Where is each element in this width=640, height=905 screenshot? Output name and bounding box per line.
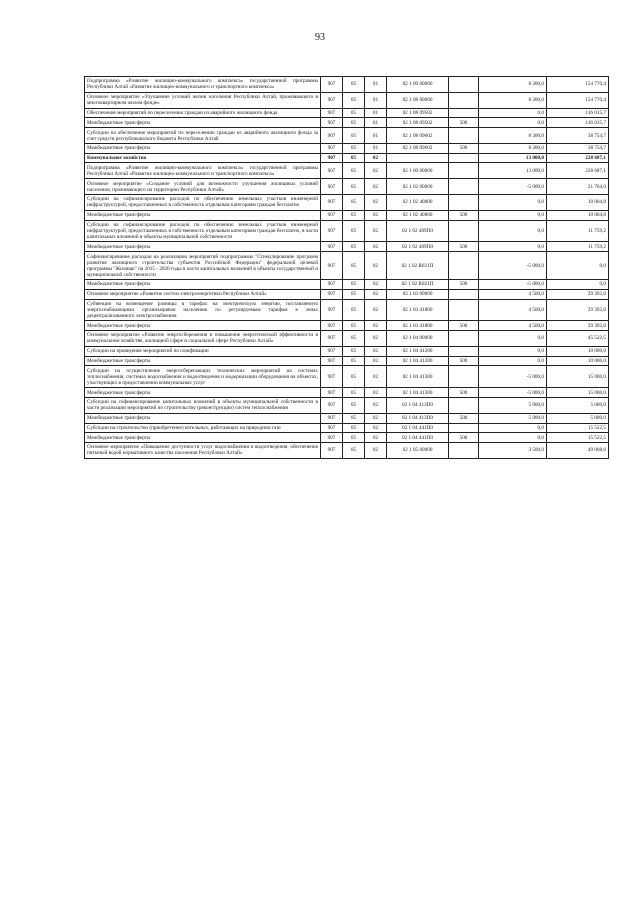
target-article-code: 02 1 04 41200 bbox=[387, 356, 449, 366]
section-code: 05 bbox=[343, 77, 365, 93]
change-amount: 13 000,0 bbox=[479, 163, 547, 179]
budget-table bbox=[84, 76, 609, 459]
target-article-code: 02 1 00 00000 bbox=[387, 77, 449, 93]
subsection-code: 02 bbox=[365, 321, 387, 331]
table-row bbox=[85, 289, 609, 299]
total-amount: 10 004,8 bbox=[547, 210, 609, 220]
row-name: Субвенция на возмещение разницы в тарифах на электрическую энергию, поставляемую энергоснабжающими организациями населению по регулируемым тарифам в зонах децентрализованного электроснабжения bbox=[85, 299, 321, 321]
total-amount: 10 000,0 bbox=[547, 346, 609, 356]
subsection-code: 02 bbox=[365, 346, 387, 356]
target-article-code: 02 1 02 40800 bbox=[387, 195, 449, 211]
expense-type-code: 500 bbox=[449, 388, 479, 398]
expense-type-code bbox=[449, 252, 479, 280]
section-code: 05 bbox=[343, 397, 365, 413]
expense-type-code bbox=[449, 163, 479, 179]
table-row bbox=[85, 92, 609, 108]
expense-type-code bbox=[449, 331, 479, 347]
table-row bbox=[85, 356, 609, 366]
section-code: 05 bbox=[343, 388, 365, 398]
admin-code: 907 bbox=[321, 366, 343, 388]
section-code: 05 bbox=[343, 195, 365, 211]
admin-code: 907 bbox=[321, 356, 343, 366]
change-amount: 4 500,0 bbox=[479, 289, 547, 299]
subsection-code: 02 bbox=[365, 210, 387, 220]
expense-type-code bbox=[449, 108, 479, 118]
subsection-code: 02 bbox=[365, 413, 387, 423]
total-amount: 10 000,0 bbox=[547, 356, 609, 366]
total-amount: 5 000,0 bbox=[547, 397, 609, 413]
admin-code: 907 bbox=[321, 279, 343, 289]
expense-type-code: 500 bbox=[449, 242, 479, 252]
change-amount: -5 000,0 bbox=[479, 179, 547, 195]
section-code: 05 bbox=[343, 163, 365, 179]
subsection-code: 02 bbox=[365, 252, 387, 280]
expense-type-code bbox=[449, 77, 479, 93]
section-code: 05 bbox=[343, 366, 365, 388]
total-amount: 154 770,4 bbox=[547, 77, 609, 93]
target-article-code: 02 1 00 00000 bbox=[387, 163, 449, 179]
row-name: Софинансирование расходов на реализацию мероприятий подпрограммы "Стимулирование программ развития жилищного строительства субъектов Российской Федерации" федеральной целевой программы "Жилище" на 2015 - 2020 годы в части капитальных вложений в объекты государственной и муниципальной собственности bbox=[85, 252, 321, 280]
change-amount: 5 000,0 bbox=[479, 413, 547, 423]
admin-code: 907 bbox=[321, 179, 343, 195]
table-row bbox=[85, 443, 609, 459]
total-amount: 29 392,0 bbox=[547, 321, 609, 331]
section-code: 05 bbox=[343, 210, 365, 220]
target-article-code: 02 1 02 409П0 bbox=[387, 220, 449, 242]
target-article-code: 02 1 04 413П0 bbox=[387, 413, 449, 423]
admin-code: 907 bbox=[321, 143, 343, 153]
table-row bbox=[85, 77, 609, 93]
row-name: Основное мероприятие «Повышение доступности услуг водоснабжения и водоотведения, обеспечение питьевой водой нормативного качества населения Республики Алтай» bbox=[85, 443, 321, 459]
row-name: Основное мероприятие «Развитие энергосбережения и повышение энергетической эффективности в коммунальном хозяйстве, жилищной сфере и социальной сфере Республики Алтай» bbox=[85, 331, 321, 347]
expense-type-code bbox=[449, 299, 479, 321]
subsection-code: 02 bbox=[365, 397, 387, 413]
table-row bbox=[85, 397, 609, 413]
total-amount: 11 759,2 bbox=[547, 242, 609, 252]
admin-code: 907 bbox=[321, 299, 343, 321]
admin-code: 907 bbox=[321, 220, 343, 242]
section-code: 05 bbox=[343, 413, 365, 423]
section-code: 05 bbox=[343, 92, 365, 108]
expense-type-code bbox=[449, 153, 479, 163]
row-name: Субсидии на софинансирование расходов по обеспечению земельных участков инженерной инфраструктурой, предоставленных в собственность отдельным категориям граждан бесплатно bbox=[85, 195, 321, 211]
change-amount: 0,0 bbox=[479, 210, 547, 220]
total-amount: 5 000,0 bbox=[547, 413, 609, 423]
row-name: Межбюджетные трансферты bbox=[85, 210, 321, 220]
admin-code: 907 bbox=[321, 108, 343, 118]
total-amount: 29 392,0 bbox=[547, 289, 609, 299]
change-amount: 0,0 bbox=[479, 108, 547, 118]
target-article-code: 02 1 02 R021П bbox=[387, 279, 449, 289]
table-row bbox=[85, 242, 609, 252]
target-article-code: 02 1 02 409П0 bbox=[387, 242, 449, 252]
change-amount: 4 500,0 bbox=[479, 299, 547, 321]
table-row bbox=[85, 366, 609, 388]
table-row bbox=[85, 299, 609, 321]
target-article-code: 02 1 04 41200 bbox=[387, 346, 449, 356]
target-article-code: 02 1 08 09502 bbox=[387, 108, 449, 118]
total-amount: 0,0 bbox=[547, 279, 609, 289]
expense-type-code: 500 bbox=[449, 433, 479, 443]
expense-type-code bbox=[449, 366, 479, 388]
table-row bbox=[85, 413, 609, 423]
section-code: 05 bbox=[343, 118, 365, 128]
table-row bbox=[85, 252, 609, 280]
table-row bbox=[85, 108, 609, 118]
target-article-code bbox=[387, 153, 449, 163]
admin-code: 907 bbox=[321, 289, 343, 299]
subsection-code: 02 bbox=[365, 153, 387, 163]
expense-type-code: 500 bbox=[449, 321, 479, 331]
row-name: Межбюджетные трансферты bbox=[85, 413, 321, 423]
target-article-code: 02 1 04 41300 bbox=[387, 366, 449, 388]
target-article-code: 02 1 02 00000 bbox=[387, 179, 449, 195]
change-amount: 0,0 bbox=[479, 195, 547, 211]
change-amount: 13 000,0 bbox=[479, 153, 547, 163]
expense-type-code bbox=[449, 289, 479, 299]
expense-type-code bbox=[449, 92, 479, 108]
table-row bbox=[85, 331, 609, 347]
change-amount: 5 000,0 bbox=[479, 397, 547, 413]
total-amount: 38 754,7 bbox=[547, 143, 609, 153]
admin-code: 907 bbox=[321, 433, 343, 443]
total-amount: 15 522,5 bbox=[547, 433, 609, 443]
row-name: Межбюджетные трансферты bbox=[85, 279, 321, 289]
target-article-code: 02 1 04 00000 bbox=[387, 331, 449, 347]
subsection-code: 02 bbox=[365, 366, 387, 388]
subsection-code: 02 bbox=[365, 179, 387, 195]
row-name: Субсидии на осуществление энергосберегающих технических мероприятий на системах теплоснабжения, системах водоснабжения и водоотведения и модернизации оборудования на объектах, участвующих в предоставлении коммунальных услуг bbox=[85, 366, 321, 388]
expense-type-code: 500 bbox=[449, 118, 479, 128]
admin-code: 907 bbox=[321, 242, 343, 252]
subsection-code: 01 bbox=[365, 118, 387, 128]
row-name: Основное мероприятие «Улучшение условий жизни населения Республики Алтай, проживающего в многоквартирном жилом фонде» bbox=[85, 92, 321, 108]
admin-code: 907 bbox=[321, 321, 343, 331]
row-name: Основное мероприятие «Создание условий для возможности улучшения жилищных условий населения, проживающего на территории Республики Алтай» bbox=[85, 179, 321, 195]
subsection-code: 02 bbox=[365, 163, 387, 179]
total-amount: 15 522,5 bbox=[547, 423, 609, 433]
admin-code: 907 bbox=[321, 443, 343, 459]
subsection-code: 01 bbox=[365, 108, 387, 118]
expense-type-code bbox=[449, 346, 479, 356]
section-code: 05 bbox=[343, 108, 365, 118]
change-amount: 8 300,0 bbox=[479, 143, 547, 153]
admin-code: 907 bbox=[321, 331, 343, 347]
admin-code: 907 bbox=[321, 128, 343, 144]
row-name: Межбюджетные трансферты bbox=[85, 388, 321, 398]
total-amount: 38 754,7 bbox=[547, 128, 609, 144]
target-article-code: 02 1 04 441П0 bbox=[387, 433, 449, 443]
total-amount: 29 392,0 bbox=[547, 299, 609, 321]
change-amount: 0,0 bbox=[479, 118, 547, 128]
page-number: 93 bbox=[315, 32, 325, 43]
change-amount: -5 000,0 bbox=[479, 252, 547, 280]
expense-type-code: 500 bbox=[449, 279, 479, 289]
admin-code: 907 bbox=[321, 163, 343, 179]
target-article-code: 02 1 04 413П0 bbox=[387, 397, 449, 413]
target-article-code: 02 1 03 41800 bbox=[387, 299, 449, 321]
section-code: 05 bbox=[343, 331, 365, 347]
table-row bbox=[85, 163, 609, 179]
total-amount: 10 004,8 bbox=[547, 195, 609, 211]
row-name: Субсидии на строительство (приобретение) котельных, работающих на природном газе bbox=[85, 423, 321, 433]
expense-type-code bbox=[449, 195, 479, 211]
section-code: 05 bbox=[343, 346, 365, 356]
table-row bbox=[85, 279, 609, 289]
section-code: 05 bbox=[343, 356, 365, 366]
section-code: 05 bbox=[343, 299, 365, 321]
admin-code: 907 bbox=[321, 195, 343, 211]
target-article-code: 02 1 08 09502 bbox=[387, 118, 449, 128]
total-amount: 21 764,0 bbox=[547, 179, 609, 195]
subsection-code: 01 bbox=[365, 77, 387, 93]
subsection-code: 02 bbox=[365, 443, 387, 459]
admin-code: 907 bbox=[321, 77, 343, 93]
row-name: Межбюджетные трансферты bbox=[85, 242, 321, 252]
admin-code: 907 bbox=[321, 397, 343, 413]
subsection-code: 02 bbox=[365, 279, 387, 289]
section-code: 05 bbox=[343, 289, 365, 299]
target-article-code: 02 1 08 00000 bbox=[387, 92, 449, 108]
table-row bbox=[85, 195, 609, 211]
target-article-code: 02 1 08 09602 bbox=[387, 143, 449, 153]
change-amount: -5 000,0 bbox=[479, 279, 547, 289]
expense-type-code bbox=[449, 443, 479, 459]
subsection-code: 02 bbox=[365, 433, 387, 443]
total-amount: 11 759,2 bbox=[547, 220, 609, 242]
expense-type-code bbox=[449, 179, 479, 195]
row-name: Межбюджетные трансферты bbox=[85, 143, 321, 153]
row-name: Межбюджетные трансферты bbox=[85, 433, 321, 443]
total-amount: 228 687,1 bbox=[547, 153, 609, 163]
section-code: 05 bbox=[343, 242, 365, 252]
total-amount: 45 522,5 bbox=[547, 331, 609, 347]
total-amount: 116 015,7 bbox=[547, 118, 609, 128]
row-name: Субсидии на обеспечение мероприятий по переселению граждан из аварийного жилищного фонда за счет средств республиканского бюджета Республики Алтай bbox=[85, 128, 321, 144]
table-row bbox=[85, 179, 609, 195]
change-amount: -5 000,0 bbox=[479, 366, 547, 388]
subsection-code: 02 bbox=[365, 423, 387, 433]
admin-code: 907 bbox=[321, 252, 343, 280]
table-row bbox=[85, 433, 609, 443]
table-row bbox=[85, 388, 609, 398]
total-amount: 154 770,4 bbox=[547, 92, 609, 108]
table-row bbox=[85, 128, 609, 144]
target-article-code: 02 1 04 41300 bbox=[387, 388, 449, 398]
admin-code: 907 bbox=[321, 118, 343, 128]
row-name: Субсидии на софинансирование капитальных вложений в объекты муниципальной собственности в части реализации мероприятий по строительству (реконструкции) систем теплоснабжения bbox=[85, 397, 321, 413]
target-article-code: 02 1 02 40800 bbox=[387, 210, 449, 220]
total-amount: 0,0 bbox=[547, 252, 609, 280]
expense-type-code: 500 bbox=[449, 356, 479, 366]
change-amount: 0,0 bbox=[479, 346, 547, 356]
row-name: Подпрограмма «Развитие жилищно-коммунального комплекса» государственной программы Республики Алтай «Развитие жилищно-коммунального и транспортного комплекса» bbox=[85, 163, 321, 179]
change-amount: 3 500,0 bbox=[479, 443, 547, 459]
expense-type-code: 500 bbox=[449, 413, 479, 423]
admin-code: 907 bbox=[321, 210, 343, 220]
admin-code: 907 bbox=[321, 413, 343, 423]
target-article-code: 02 1 03 00000 bbox=[387, 289, 449, 299]
total-amount: 49 008,6 bbox=[547, 443, 609, 459]
section-code: 05 bbox=[343, 321, 365, 331]
section-code: 05 bbox=[343, 423, 365, 433]
change-amount: 0,0 bbox=[479, 423, 547, 433]
admin-code: 907 bbox=[321, 423, 343, 433]
expense-type-code: 500 bbox=[449, 210, 479, 220]
total-amount: 228 687,1 bbox=[547, 163, 609, 179]
change-amount: 0,0 bbox=[479, 220, 547, 242]
table-row bbox=[85, 321, 609, 331]
table-row bbox=[85, 220, 609, 242]
row-name: Межбюджетные трансферты bbox=[85, 321, 321, 331]
expense-type-code bbox=[449, 397, 479, 413]
table-row bbox=[85, 346, 609, 356]
expense-type-code bbox=[449, 128, 479, 144]
section-code: 05 bbox=[343, 179, 365, 195]
subsection-code: 01 bbox=[365, 92, 387, 108]
admin-code: 907 bbox=[321, 92, 343, 108]
section-code: 05 bbox=[343, 443, 365, 459]
subsection-code: 02 bbox=[365, 242, 387, 252]
section-code: 05 bbox=[343, 220, 365, 242]
admin-code: 907 bbox=[321, 346, 343, 356]
row-name: Межбюджетные трансферты bbox=[85, 356, 321, 366]
change-amount: 8 300,0 bbox=[479, 92, 547, 108]
expense-type-code: 500 bbox=[449, 143, 479, 153]
row-name: Коммунальное хозяйство bbox=[85, 153, 321, 163]
target-article-code: 02 1 03 41800 bbox=[387, 321, 449, 331]
change-amount: 4 500,0 bbox=[479, 321, 547, 331]
change-amount: 8 300,0 bbox=[479, 77, 547, 93]
row-name: Субсидии на софинансирование расходов по обеспечению земельных участков инженерной инфраструктурой, предоставленных в собственность отдельным категориям граждан бесплатно, в части капитальных вложений в объекты муниципальной собственности bbox=[85, 220, 321, 242]
table-row bbox=[85, 210, 609, 220]
change-amount: 0,0 bbox=[479, 242, 547, 252]
expense-type-code bbox=[449, 423, 479, 433]
subsection-code: 01 bbox=[365, 128, 387, 144]
section-code: 05 bbox=[343, 128, 365, 144]
table-row bbox=[85, 423, 609, 433]
target-article-code: 02 1 04 441П0 bbox=[387, 423, 449, 433]
row-name: Обеспечение мероприятий по переселению граждан из аварийного жилищного фонда bbox=[85, 108, 321, 118]
row-name: Подпрограмма «Развитие жилищно-коммунального комплекса» государственной программы Республики Алтай «Развитие жилищно-коммунального и транспортного комплекса» bbox=[85, 77, 321, 93]
row-name: Межбюджетные трансферты bbox=[85, 118, 321, 128]
section-code: 05 bbox=[343, 143, 365, 153]
section-code: 05 bbox=[343, 279, 365, 289]
admin-code: 907 bbox=[321, 388, 343, 398]
row-name: Субсидии на проведение мероприятий по газификации bbox=[85, 346, 321, 356]
target-article-code: 02 1 02 R021П bbox=[387, 252, 449, 280]
subsection-code: 01 bbox=[365, 143, 387, 153]
table-row bbox=[85, 153, 609, 163]
subsection-code: 02 bbox=[365, 289, 387, 299]
section-code: 05 bbox=[343, 153, 365, 163]
change-amount: 0,0 bbox=[479, 331, 547, 347]
change-amount: -5 000,0 bbox=[479, 388, 547, 398]
admin-code: 907 bbox=[321, 153, 343, 163]
total-amount: 116 015,7 bbox=[547, 108, 609, 118]
subsection-code: 02 bbox=[365, 356, 387, 366]
change-amount: 0,0 bbox=[479, 433, 547, 443]
table-row bbox=[85, 143, 609, 153]
subsection-code: 02 bbox=[365, 299, 387, 321]
total-amount: 15 000,0 bbox=[547, 388, 609, 398]
change-amount: 8 300,0 bbox=[479, 128, 547, 144]
section-code: 05 bbox=[343, 433, 365, 443]
subsection-code: 02 bbox=[365, 388, 387, 398]
subsection-code: 02 bbox=[365, 220, 387, 242]
expense-type-code bbox=[449, 220, 479, 242]
table-row bbox=[85, 118, 609, 128]
total-amount: 15 000,0 bbox=[547, 366, 609, 388]
change-amount: 0,0 bbox=[479, 356, 547, 366]
section-code: 05 bbox=[343, 252, 365, 280]
row-name: Основное мероприятие «Развитие систем электроэнергетики Республики Алтай» bbox=[85, 289, 321, 299]
target-article-code: 02 1 08 09602 bbox=[387, 128, 449, 144]
target-article-code: 02 1 05 00000 bbox=[387, 443, 449, 459]
subsection-code: 02 bbox=[365, 331, 387, 347]
subsection-code: 02 bbox=[365, 195, 387, 211]
